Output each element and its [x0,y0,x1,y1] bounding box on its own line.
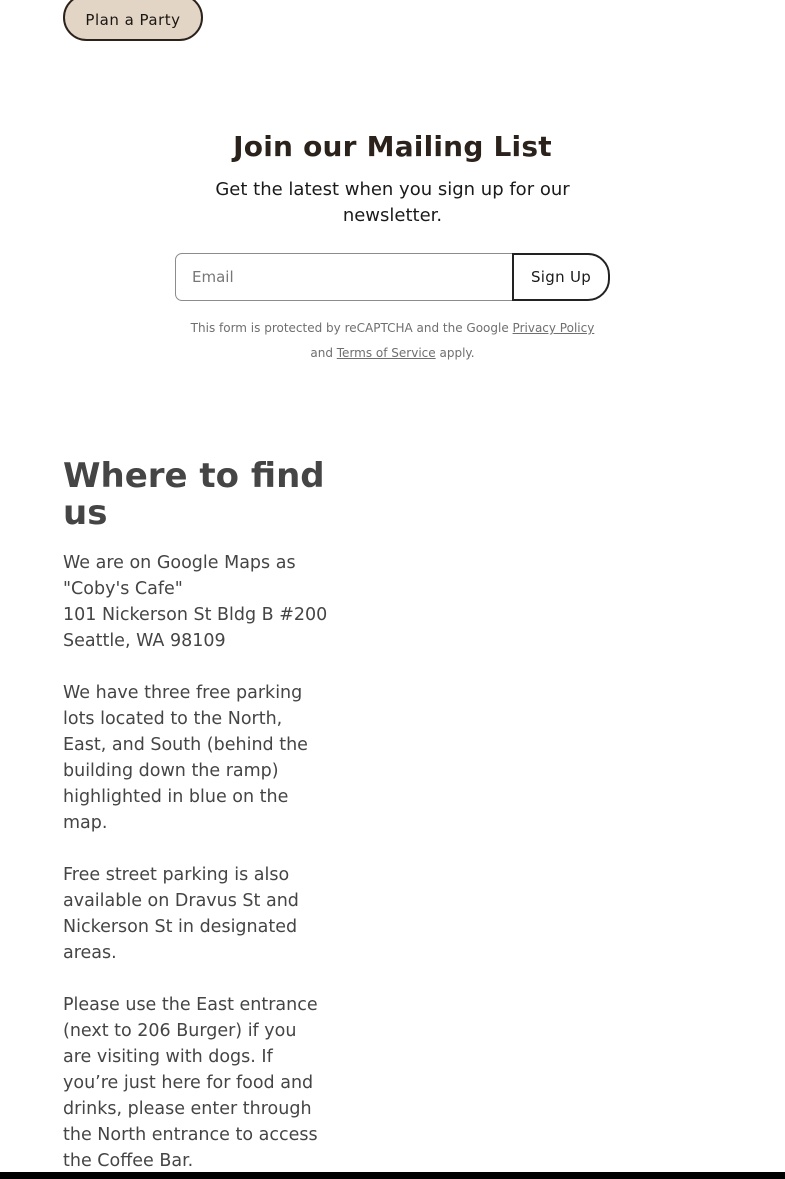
sign-up-label: Sign Up [530,268,592,286]
recaptcha-notice [170,316,615,366]
where-to-find-us-title: Where to find us [63,456,325,533]
mailing-list-title: Join our Mailing List [233,130,552,163]
location-details [63,550,328,1174]
bottom-bar [0,1172,785,1179]
street-parking-info: Free street parking is also available on Dravus St and Nickerson St in designated areas. [63,865,299,963]
address-line-2: Seattle, WA 98109 [63,631,226,651]
captcha-prefix: This form is protected by reCAPTCHA and the Google [190,321,509,335]
mailing-list-section [0,130,785,229]
newsletter-form [175,253,610,301]
mailing-list-subtitle: Get the latest when you sign up for our newsletter. [215,179,570,226]
google-maps-line: We are on Google Maps as "Coby's Cafe" [63,553,296,599]
privacy-policy-link[interactable]: Privacy Policy [512,321,595,335]
captcha-suffix: apply. [439,346,475,360]
where-to-find-us-section [63,458,328,1179]
parking-info: We have three free parking lots located to the North, East, and South (behind the building down the ramp) highlighted in blue on the map. [63,683,308,833]
address-line-1: 101 Nickerson St Bldg B #200 [63,605,328,625]
terms-of-service-link[interactable]: Terms of Service [336,346,436,360]
email-input[interactable] [175,253,520,301]
entrance-info: Please use the East entrance (next to 206 Burger) if you are visiting with dogs. If you’re just here for food and drinks, please enter through the North entrance to access the Coffee Bar. [63,995,318,1171]
plan-a-party-label: Plan a Party [85,10,181,29]
plan-a-party-button[interactable] [63,0,203,41]
captcha-and: and [310,346,333,360]
sign-up-button[interactable] [512,253,610,301]
